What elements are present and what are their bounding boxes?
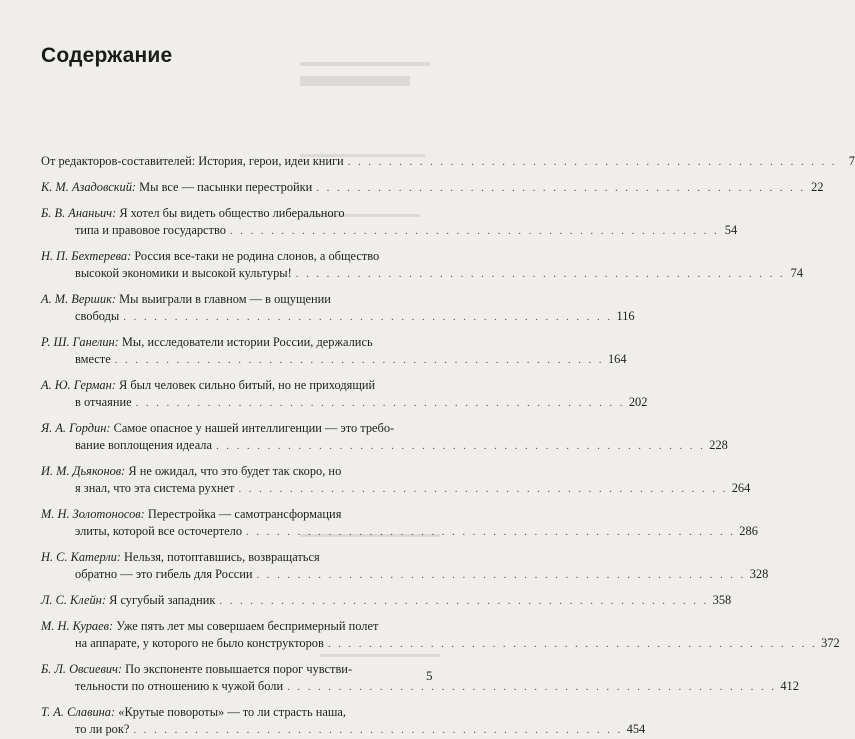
toc-page-number: 7 [848, 154, 855, 168]
toc-title: По экспоненте повышается порог чувстви- [125, 662, 353, 676]
toc-entry-line [41, 661, 433, 678]
toc-entry-line [41, 437, 728, 454]
toc-entry-line [41, 549, 433, 566]
toc-author: М. Н. Золотоносов: [41, 507, 145, 521]
toc-title: обратно — это гибель для России [75, 567, 253, 581]
toc-entry[interactable] [41, 661, 799, 695]
toc-entry[interactable] [41, 420, 728, 454]
toc-entry-line [41, 291, 433, 308]
dot-leader: . . . . . . . . . . . . . . . . . . . . . . . . . . . . . . . . . . . . . . . . . . . . . . . . [123, 311, 613, 323]
toc-entry-line [41, 351, 627, 368]
dot-leader: . . . . . . . . . . . . . . . . . . . . . . . . . . . . . . . . . . . . . . . . . . . . . . . . [133, 724, 623, 736]
toc-entry[interactable] [41, 153, 855, 170]
toc-author: К. М. Азадовский: [41, 180, 137, 194]
dot-leader: . . . . . . . . . . . . . . . . . . . . . . . . . . . . . . . . . . . . . . . . . . . . . . . . [216, 440, 706, 452]
toc-title: вание воплощения идеала [75, 438, 212, 452]
toc-title: свободы [75, 309, 120, 323]
toc-entry-line [41, 463, 433, 480]
toc-title: в отчаяние [75, 395, 132, 409]
toc-entry-line [41, 618, 433, 635]
toc-entry[interactable] [41, 704, 646, 738]
toc-entry-line [41, 179, 824, 196]
toc-title: Я хотел бы видеть общество либерального [119, 206, 345, 220]
toc-entry-line [41, 480, 751, 497]
toc-title: Я сугубый западник [109, 593, 216, 607]
toc-title: Самое опасное у нашей интеллигенции — это требо- [113, 421, 395, 435]
toc-entry[interactable] [41, 205, 738, 239]
dot-leader: . . . . . . . . . . . . . . . . . . . . . . . . . . . . . . . . . . . . . . . . . . . . . . . . [238, 483, 728, 495]
page-title: Содержание [41, 44, 173, 67]
toc-page-number: 22 [811, 180, 824, 194]
table-of-contents [41, 153, 855, 738]
toc-entry-line [41, 635, 840, 652]
toc-entry-line [41, 523, 758, 540]
toc-entry[interactable] [41, 179, 824, 196]
toc-title: Перестройка — самотрансформация [147, 507, 342, 521]
toc-page-number: 264 [731, 481, 751, 495]
toc-entry-line [41, 334, 433, 351]
toc-entry-line [41, 308, 635, 325]
toc-entry[interactable] [41, 291, 635, 325]
toc-entry-line [41, 721, 646, 738]
dot-leader: . . . . . . . . . . . . . . . . . . . . . . . . . . . . . . . . . . . . . . . . . . . . . . . . [229, 225, 720, 237]
toc-title: элиты, которой все осточертело [75, 524, 243, 538]
toc-title: высокой экономики и высокой культуры! [75, 266, 292, 280]
dot-leader: . . . . . . . . . . . . . . . . . . . . . . . . . . . . . . . . . . . . . . . . . . . . . . . . [327, 638, 818, 650]
toc-entry-line [41, 566, 769, 583]
toc-title: типа и правовое государство [75, 223, 226, 237]
toc-entry[interactable] [41, 618, 840, 652]
toc-entry-line [41, 153, 855, 170]
toc-title: Мы выиграли в главном — в ощущении [119, 292, 331, 306]
toc-entry-line [41, 592, 732, 609]
dot-leader: . . . . . . . . . . . . . . . . . . . . . . . . . . . . . . . . . . . . . . . . . . . . . . . . [135, 397, 625, 409]
toc-page-number: 116 [616, 309, 635, 323]
toc-title: Россия все-таки не родина слонов, а общество [134, 249, 380, 263]
toc-title: на аппарате, у которого не было конструкторов [75, 636, 324, 650]
toc-page-number: 164 [607, 352, 627, 366]
toc-page-number: 286 [739, 524, 758, 538]
toc-title: Нельзя, потоптавшись, возвращаться [124, 550, 320, 564]
toc-title: Мы все — пасынки перестройки [139, 180, 313, 194]
toc-title: Уже пять лет мы совершаем беспримерный полет [116, 619, 379, 633]
dot-leader: . . . . . . . . . . . . . . . . . . . . . . . . . . . . . . . . . . . . . . . . . . . . . . . . [287, 681, 777, 693]
toc-title: Я был человек сильно битый, но не приходящий [119, 378, 376, 392]
toc-author: Н. П. Бехтерева: [41, 249, 132, 263]
dot-leader: . . . . . . . . . . . . . . . . . . . . . . . . . . . . . . . . . . . . . . . . . . . . . . . . [114, 354, 604, 366]
toc-entry-line [41, 248, 433, 265]
dot-leader: . . . . . . . . . . . . . . . . . . . . . . . . . . . . . . . . . . . . . . . . . . . . . . . . [246, 526, 736, 538]
toc-title: Я не ожидал, что это будет так скоро, но [128, 464, 342, 478]
toc-title: От редакторов-составителей: История, герои, идеи книги [41, 154, 344, 168]
toc-entry[interactable] [41, 463, 751, 497]
toc-entry-line [41, 205, 433, 222]
toc-entry[interactable] [41, 549, 769, 583]
toc-author: И. М. Дьяконов: [41, 464, 126, 478]
toc-author: Р. Ш. Ганелин: [41, 335, 119, 349]
toc-entry[interactable] [41, 334, 627, 368]
toc-author: Т. А. Славина: [41, 705, 116, 719]
toc-page-number: 54 [724, 223, 738, 237]
toc-page-number: 202 [628, 395, 648, 409]
dot-leader: . . . . . . . . . . . . . . . . . . . . . . . . . . . . . . . . . . . . . . . . . . . . . . . . [347, 156, 837, 168]
toc-entry-line [41, 265, 804, 282]
toc-author: Б. В. Ананьич: [41, 206, 117, 220]
toc-title: «Крутые повороты» — то ли страсть наша, [118, 705, 346, 719]
toc-title: я знал, что эта система рухнет [75, 481, 235, 495]
toc-title: вместе [75, 352, 111, 366]
toc-title: тельности по отношению к чужой боли [75, 679, 284, 693]
toc-page-number: 74 [790, 266, 804, 280]
toc-entry-line [41, 420, 433, 437]
toc-entry[interactable] [41, 592, 732, 609]
toc-page-number: 412 [780, 679, 799, 693]
toc-author: М. Н. Кураев: [41, 619, 114, 633]
toc-entry[interactable] [41, 377, 648, 411]
dot-leader: . . . . . . . . . . . . . . . . . . . . . . . . . . . . . . . . . . . . . . . . . . . . . . . . [316, 182, 806, 194]
toc-author: Я. А. Гордин: [41, 421, 111, 435]
toc-author: Н. С. Катерли: [41, 550, 121, 564]
toc-title: Мы, исследователи истории России, держались [121, 335, 373, 349]
toc-page-number: 228 [709, 438, 728, 452]
toc-entry-line [41, 678, 799, 695]
toc-entry-line [41, 506, 433, 523]
toc-entry-line [41, 222, 738, 239]
toc-page-number: 358 [712, 593, 732, 607]
page-number: 5 [426, 668, 433, 683]
dot-leader: . . . . . . . . . . . . . . . . . . . . . . . . . . . . . . . . . . . . . . . . . . . . . . . . [256, 569, 746, 581]
dot-leader: . . . . . . . . . . . . . . . . . . . . . . . . . . . . . . . . . . . . . . . . . . . . . . . . [295, 268, 786, 280]
toc-page-number: 328 [749, 567, 769, 581]
toc-title: то ли рок? [75, 722, 130, 736]
toc-author: А. Ю. Герман: [41, 378, 116, 392]
toc-entry-line [41, 377, 433, 394]
toc-entry-line [41, 394, 648, 411]
toc-page-number: 454 [626, 722, 646, 736]
toc-entry[interactable] [41, 248, 804, 282]
toc-author: Л. С. Клейн: [41, 593, 106, 607]
toc-page-number: 372 [821, 636, 840, 650]
toc-author: Б. Л. Овсиевич: [41, 662, 123, 676]
toc-entry-line [41, 704, 433, 721]
toc-entry[interactable] [41, 506, 758, 540]
toc-author: А. М. Вершик: [41, 292, 117, 306]
dot-leader: . . . . . . . . . . . . . . . . . . . . . . . . . . . . . . . . . . . . . . . . . . . . . . . . [219, 595, 709, 607]
